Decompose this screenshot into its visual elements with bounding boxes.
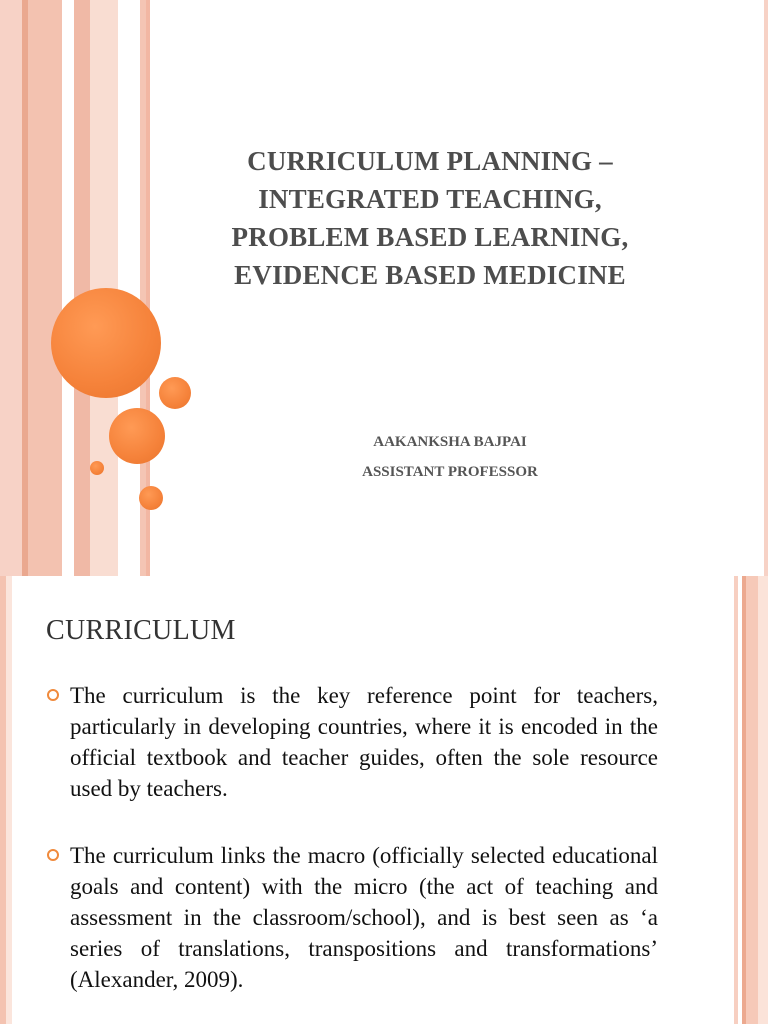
- list-item: [46, 840, 658, 995]
- circle-bullet-icon: [47, 689, 59, 701]
- decorative-band-right: [734, 576, 768, 1024]
- slide-heading: CURRICULUM: [46, 615, 236, 646]
- slide-title-line: CURRICULUM PLANNING –: [247, 146, 613, 176]
- circle-bullet-icon: [47, 849, 59, 861]
- list-item: [46, 680, 658, 804]
- decorative-circle-extra-small: [139, 486, 163, 510]
- decorative-circle-large: [51, 288, 161, 398]
- author-name: AAKANKSHA BAJPAI: [373, 434, 527, 450]
- decorative-band: [0, 0, 146, 576]
- slide-title: [190, 142, 670, 294]
- bullet-text: The curriculum is the key reference point for teachers, particularly in developing countries, where it is encoded in the official textbook and teacher guides, often the sole resource used by teachers.: [70, 683, 658, 801]
- decorative-circle-medium: [109, 408, 165, 464]
- slide-title-line: PROBLEM BASED LEARNING,: [231, 222, 629, 252]
- author-role: ASSISTANT PROFESSOR: [362, 464, 538, 480]
- slide-title-line: INTEGRATED TEACHING,: [258, 184, 602, 214]
- slide-title-line: EVIDENCE BASED MEDICINE: [234, 260, 626, 290]
- decorative-band-left: [0, 576, 12, 1024]
- decorative-circle-tiny: [90, 461, 104, 475]
- bullet-list: [46, 680, 658, 1024]
- content-slide: [0, 576, 768, 1024]
- bullet-text: The curriculum links the macro (officially selected educational goals and content) with the micro (the act of teaching and assessment in the classroom/school), and is best seen as ‘a series of translations, transpositions and transformations’ (Alexander, 2009).: [70, 843, 658, 992]
- decorative-edge: [764, 0, 768, 576]
- author-block: [300, 427, 600, 487]
- decorative-circle-small: [159, 377, 191, 409]
